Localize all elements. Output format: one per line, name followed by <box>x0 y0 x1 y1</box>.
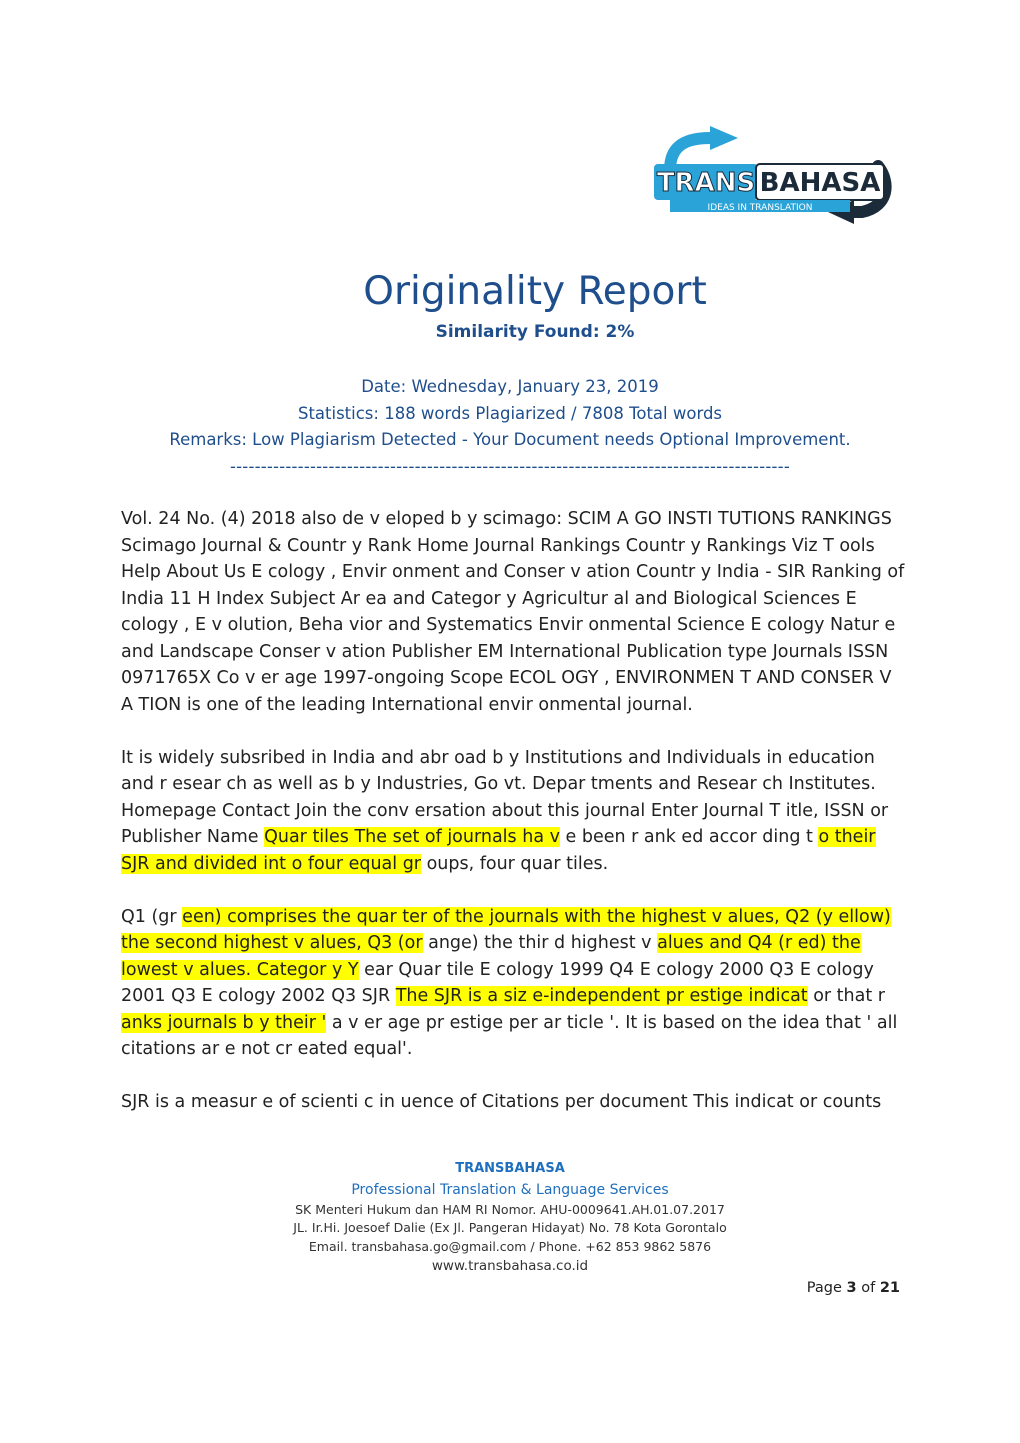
footer-subtitle: Professional Translation & Language Services <box>351 1181 669 1198</box>
highlighted-match: The SJR is a siz e-independent pr estige indicat <box>395 986 808 1006</box>
footer <box>0 1160 1020 1276</box>
text-segment: ear Quar tile E cology 1999 Q4 E cology 2000 Q3 E cology 2001 Q3 E cology 2002 Q3 SJR <box>121 959 874 1006</box>
page-label: Page <box>806 1280 842 1296</box>
transbahasa-logo <box>640 126 900 230</box>
logo-trans-text: TRANS <box>656 168 756 198</box>
paragraph <box>121 1089 907 1116</box>
text-segment: oups, four quar tiles. <box>421 853 609 874</box>
document-body <box>121 506 907 1142</box>
page-title: Originality Report <box>363 269 707 314</box>
report-meta <box>0 374 1020 480</box>
report-remarks: Remarks: Low Plagiarism Detected - Your Document needs Optional Improvement. <box>169 430 851 449</box>
text-segment: or that r <box>807 986 885 1006</box>
page-number <box>807 1280 900 1296</box>
page-current: 3 <box>846 1280 857 1296</box>
highlighted-match: o their SJR and divided int o four equal gr <box>121 827 876 874</box>
paragraph <box>121 904 907 1063</box>
paragraph <box>121 506 907 718</box>
logo-tagline: IDEAS IN TRANSLATION <box>707 203 813 213</box>
footer-license: SK Menteri Hukum dan HAM RI Nomor. AHU-0009641.AH.01.07.2017 <box>295 1201 725 1217</box>
text-segment: SJR is a measur e of scienti c in uence of Citations per document This indicat or counts <box>121 1092 882 1112</box>
logo-graphic <box>640 126 900 230</box>
text-segment: e been r ank ed accor ding t <box>559 827 819 847</box>
report-statistics: Statistics: 188 words Plagiarized / 7808 Total words <box>297 403 723 423</box>
text-segment: Vol. 24 No. (4) 2018 also de v eloped b y scimago: SCIM A GO INSTI TUTIONS RANKINGS Scimago Journal & Countr y Rank Home Journal Rankings Countr y Rankings Viz T ools Help About Us E cology , Envir onment and Conser v ation Countr y India - SIR Ranking of India 11 H Index Subject Ar ea and Categor y Agricultur al and Biological Sciences E cology , E v olution, Beha vior and Systematics Envir onmental Science E cology Natur e and Landscape Conser v ation Publisher EM International Publication type Journals ISSN 0971765X Co v er age 1997-ongoing Scope ECOL OGY , ENVIRONMEN T AND CONSER V A TION is one of the leading International envir onmental journal. <box>121 509 905 715</box>
text-segment: It is widely subsribed in India and abr oad b y Institutions and Individuals in education and r esear ch as well as b y Industries, Go vt. Depar tments and Resear ch Institutes. Homepage Contact Join the conv ersation about this journal Enter Journal T itle, ISSN or Publisher Name <box>121 747 889 847</box>
logo-bahasa-text: BAHASA <box>759 168 881 198</box>
text-segment: ange) the thir d highest v <box>422 933 658 953</box>
footer-address: JL. Ir.Hi. Joesoef Dalie (Ex Jl. Pangeran Hidayat) No. 78 Kota Gorontalo <box>293 1220 727 1235</box>
page-total: 21 <box>879 1280 900 1296</box>
similarity-found: Similarity Found: 2% <box>435 322 635 342</box>
page-of: of <box>861 1280 876 1296</box>
footer-contact: Email. transbahasa.go@gmail.com / Phone. +62 853 9862 5876 <box>308 1238 712 1254</box>
report-date: Date: Wednesday, January 23, 2019 <box>361 377 659 396</box>
highlighted-match: anks journals b y their ' <box>121 1012 327 1033</box>
highlighted-match: Quar tiles The set of journals ha v <box>264 827 560 847</box>
highlighted-match: een) comprises the quar ter of the journals with the highest v alues, Q2 (y ellow) the second highest v alues, Q3 (or <box>121 906 891 953</box>
text-segment: Q1 (gr <box>121 906 183 927</box>
footer-brand: TRANSBAHASA <box>455 1161 565 1176</box>
divider: ------------------------------------------------------------------------------------------- <box>229 456 790 476</box>
highlighted-match: alues and Q4 (r ed) the lowest v alues. Categor y Y <box>121 933 861 980</box>
text-segment: a v er age pr estige per ar ticle '. It is based on the idea that ' all citations ar e not cr eated equal'. <box>121 1012 898 1059</box>
paragraph <box>121 745 907 878</box>
footer-website[interactable]: www.transbahasa.co.id <box>431 1258 589 1274</box>
